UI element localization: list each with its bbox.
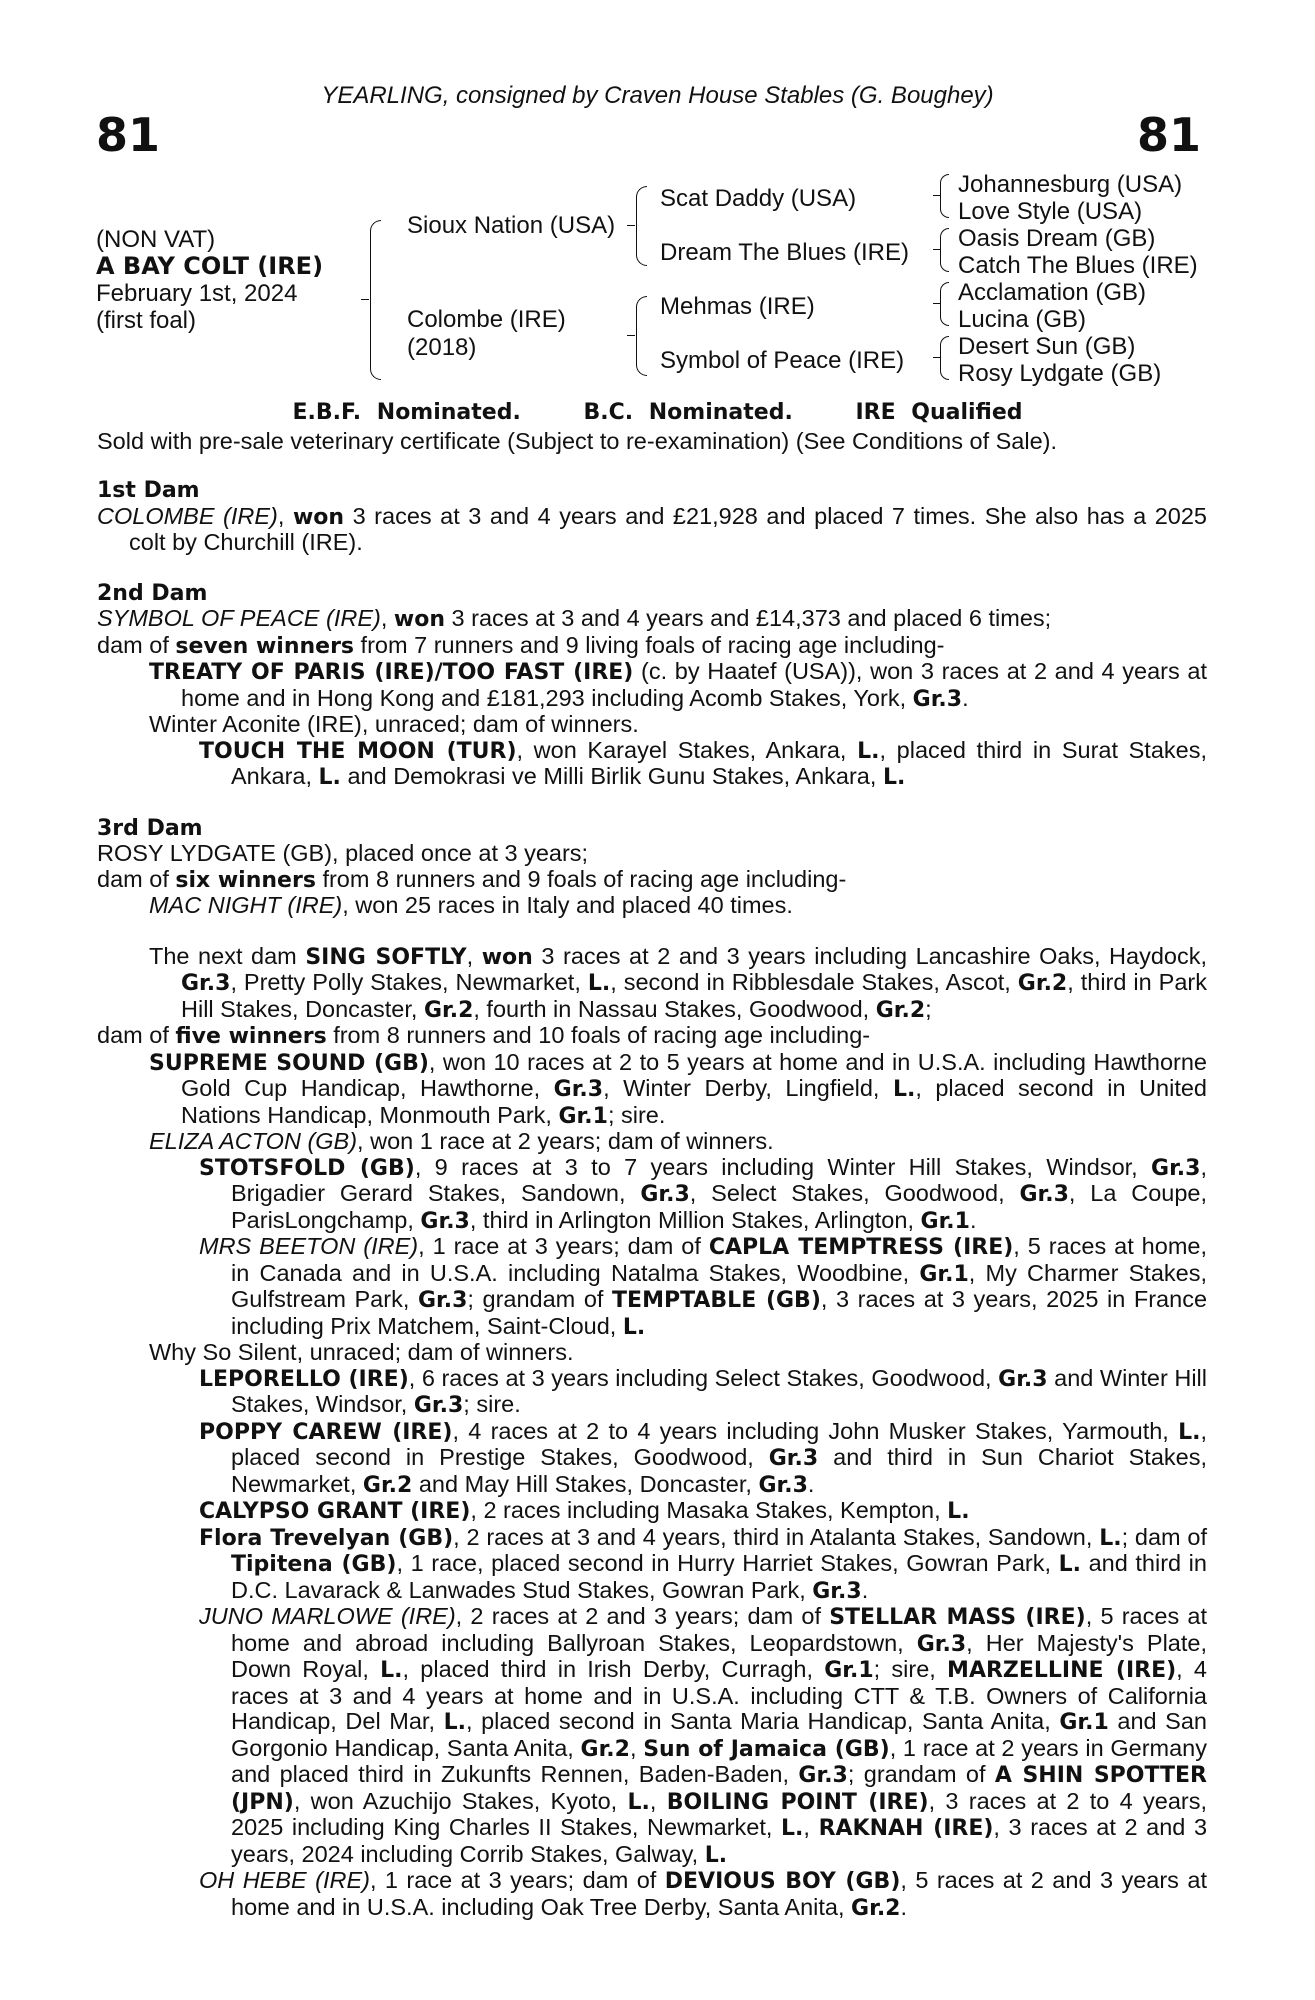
produce-text: , placed third in Irish Derby, Curragh, xyxy=(402,1656,825,1682)
produce-touch-the-moon xyxy=(97,738,1207,791)
bc-nomination: B.C. Nominated. xyxy=(583,400,793,425)
pedigree-g3: Oasis Dream (GB) xyxy=(958,225,1156,252)
next-dam-winners: five winners xyxy=(175,1024,327,1049)
dam-of-rest: from 8 runners and 9 foals of racing age including- xyxy=(315,865,847,892)
pedigree-g5: Acclamation (GB) xyxy=(958,279,1147,306)
produce-text: , 2 races at 3 and 4 years, third in Atalanta Stakes, Sandown, xyxy=(453,1523,1100,1550)
produce-leporello xyxy=(97,1366,1207,1419)
produce-why-so-silent: Why So Silent, unraced; dam of winners. xyxy=(149,1339,574,1365)
third-dam-record: ROSY LYDGATE (GB), placed once at 3 years; xyxy=(97,840,589,866)
first-dam-won: won xyxy=(292,504,345,530)
produce-mrs-beeton xyxy=(97,1234,1207,1340)
produce-eliza-acton xyxy=(97,1129,1207,1155)
third-dam-winners: six winners xyxy=(175,867,316,893)
ebf-nomination: E.B.F. Nominated. xyxy=(292,400,521,425)
produce-text: ; sire. xyxy=(463,1391,521,1417)
catalogue-body xyxy=(97,478,1207,1921)
produce-text: , placed second in United Nations Handicap, Monmouth Park, xyxy=(181,1075,1207,1128)
grade-label: Gr.1 xyxy=(920,1208,970,1234)
grade-label: L. xyxy=(1099,1525,1122,1551)
produce-text: , 2 races including Masaka Stakes, Kempton, xyxy=(470,1497,948,1523)
dam-of-text: dam of xyxy=(97,865,176,892)
produce-juno-marlowe xyxy=(97,1604,1207,1868)
produce-text: , La Coupe, ParisLongchamp, xyxy=(231,1180,1208,1233)
produce-text: , 1 race, placed second in Hurry Harriet Stakes, Gowran Park, xyxy=(396,1550,1059,1576)
produce-text: . xyxy=(969,1206,977,1233)
horse-leporello: LEPORELLO (IRE) xyxy=(199,1366,409,1392)
grade-label: Gr.3 xyxy=(812,1578,862,1604)
pedigree-brace-g4 xyxy=(940,336,949,380)
produce-text: , won 1 race at 2 years; dam of winners. xyxy=(357,1128,774,1154)
produce-treaty-of-paris xyxy=(97,659,1207,712)
horse-mac-night: MAC NIGHT (IRE) xyxy=(149,892,343,918)
grade-label: Gr.3 xyxy=(1151,1155,1201,1181)
second-dam-won: won xyxy=(393,607,445,632)
produce-stotsfold xyxy=(97,1155,1207,1235)
grade-label: Gr.2 xyxy=(851,1895,901,1921)
produce-text: and third in Sun Chariot Stakes, Newmarket, xyxy=(231,1444,1207,1497)
produce-text: ; sire. xyxy=(607,1101,666,1128)
first-dam-heading: 1st Dam xyxy=(97,478,200,503)
horse-touch-the-moon: TOUCH THE MOON (TUR) xyxy=(199,738,517,764)
produce-text: , 4 races at 2 to 4 years including John Musker Stakes, Yarmouth, xyxy=(452,1417,1179,1444)
produce-flora-trevelyan xyxy=(97,1525,1207,1605)
pedigree-brace-g2 xyxy=(940,228,949,272)
grade-label: Gr.2 xyxy=(875,997,926,1023)
horse-juno-marlowe: JUNO MARLOWE (IRE) xyxy=(199,1603,456,1629)
lot-number-left: 81 xyxy=(96,108,161,162)
produce-text: , second in Ribblesdale Stakes, Ascot, xyxy=(610,969,1018,995)
horse-calypso-grant: CALYPSO GRANT (IRE) xyxy=(199,1499,471,1524)
produce-text: , xyxy=(803,1814,819,1840)
foaling-date: February 1st, 2024 xyxy=(96,280,298,307)
produce-text: , 2 races at 2 and 3 years; dam of xyxy=(455,1603,830,1629)
grade-label: Gr.1 xyxy=(824,1658,874,1683)
pedigree-dam-dam: Symbol of Peace (IRE) xyxy=(660,347,905,374)
ire-qualified: IRE Qualified xyxy=(855,400,1023,425)
pedigree-brace-g3 xyxy=(940,282,949,326)
next-dam-intro: The next dam xyxy=(149,942,306,969)
grade-label: L. xyxy=(781,1816,804,1841)
grade-label: Gr.3 xyxy=(912,686,963,712)
produce-text: , Her Majesty's Plate, Down Royal, xyxy=(231,1629,1207,1682)
produce-text: , 5 races at 2 and 3 years at home and in U.S.A. including Oak Tree Derby, Santa Anita, xyxy=(231,1867,1207,1920)
horse-raknah: RAKNAH (IRE) xyxy=(818,1816,994,1841)
grade-label: Gr.2 xyxy=(362,1472,413,1498)
grade-label: L. xyxy=(892,1077,916,1102)
produce-poppy-carew xyxy=(97,1419,1207,1499)
pedigree-brace-dam xyxy=(636,296,647,376)
horse-a-shin-spotter: A SHIN SPOTTER (JPN) xyxy=(231,1763,1207,1815)
produce-text: , third in Park Hill Stakes, Doncaster, xyxy=(181,969,1207,1022)
grade-label: Gr.1 xyxy=(919,1261,969,1287)
second-dam-produce xyxy=(97,633,1207,660)
next-dam-won: won xyxy=(481,944,533,970)
second-dam-text: 3 races at 3 and 4 years and £14,373 and placed 6 times; xyxy=(445,605,1052,631)
pedigree-sire-dam: Dream The Blues (IRE) xyxy=(660,239,909,266)
produce-text: (c. by Haatef (USA)), won 3 races at 2 and 4 years at home and in Hong Kong and £181,293 including Acomb Stakes, York, xyxy=(181,658,1207,711)
dam-of-text: dam of xyxy=(97,1022,176,1048)
next-dam-produce xyxy=(97,1023,1207,1050)
pedigree-brace-main xyxy=(370,220,381,380)
horse-stotsfold: STOTSFOLD (GB) xyxy=(199,1155,415,1181)
produce-text: , placed second in Santa Maria Handicap, Santa Anita, xyxy=(465,1708,1060,1734)
produce-mac-night xyxy=(97,893,1207,919)
grade-label: L. xyxy=(1058,1552,1081,1577)
produce-text: ; grandam of xyxy=(467,1286,613,1312)
horse-poppy-carew: POPPY CAREW (IRE) xyxy=(199,1419,453,1445)
horse-mrs-beeton: MRS BEETON (IRE) xyxy=(199,1233,419,1259)
vat-status: (NON VAT) xyxy=(96,226,216,253)
produce-text: , My Charmer Stakes, Gulfstream Park, xyxy=(231,1259,1207,1312)
pedigree-sire-sire: Scat Daddy (USA) xyxy=(660,185,857,212)
grade-label: Gr.1 xyxy=(1059,1710,1109,1735)
grade-label: Gr.3 xyxy=(553,1077,604,1102)
second-dam-heading: 2nd Dam xyxy=(97,580,208,606)
produce-text: , won Azuchijo Stakes, Kyoto, xyxy=(293,1787,628,1814)
horse-supreme-sound: SUPREME SOUND (GB) xyxy=(149,1050,429,1076)
produce-text: , won 10 races at 2 to 5 years at home and in U.S.A. including Hawthorne Gold Cup Handicap, Hawthorne, xyxy=(181,1048,1207,1101)
next-dam-record: The next dam SING SOFTLY, won 3 races at 2 and 3 years including Lancashire Oaks, Haydock, Gr.3, Pretty Polly Stakes, Newmarket, L., second in Ribblesdale Stakes, Ascot, Gr.2, third in Park Hill Stakes, Doncaster, Gr.2, fourth in Nassau Stakes, Goodwood, Gr.2; xyxy=(149,942,1207,1023)
grade-label: L. xyxy=(947,1499,970,1524)
pedigree-g7: Desert Sun (GB) xyxy=(958,333,1136,360)
grade-label: L. xyxy=(627,1789,650,1815)
produce-text: , 5 races at home, in Canada and in U.S.A. including Natalma Stakes, Woodbine, xyxy=(231,1233,1207,1286)
grade-label: L. xyxy=(622,1314,646,1340)
horse-temptable: TEMPTABLE (GB) xyxy=(612,1288,821,1313)
produce-calypso-grant xyxy=(97,1498,1207,1525)
produce-text: . xyxy=(900,1893,908,1920)
horse-flora-trevelyan: Flora Trevelyan (GB) xyxy=(199,1525,454,1551)
produce-text: . xyxy=(861,1576,869,1603)
grade-label: Gr.3 xyxy=(1019,1182,1069,1207)
horse-tipitena: Tipitena (GB) xyxy=(231,1552,397,1577)
produce-text: , 1 race at 3 years; dam of xyxy=(418,1233,709,1259)
produce-text: and San Gorgonio Handicap, Santa Anita, xyxy=(231,1708,1207,1761)
horse-marzelline: MARZELLINE (IRE) xyxy=(947,1658,1177,1683)
dam-of-rest: from 7 runners and 9 living foals of racing age including- xyxy=(354,631,945,658)
produce-text: , Pretty Polly Stakes, Newmarket, xyxy=(230,969,588,995)
produce-text: , 6 races at 3 years including Select Stakes, Goodwood, xyxy=(408,1364,999,1391)
first-dam-name: COLOMBE (IRE) xyxy=(97,502,278,529)
pedigree-g1: Johannesburg (USA) xyxy=(958,171,1183,198)
produce-text: , third in Arlington Million Stakes, Arlington, xyxy=(469,1206,921,1233)
produce-text: , placed third in Surat Stakes, Ankara, xyxy=(231,736,1207,789)
produce-text: and Demokrasi ve Milli Birlik Gunu Stakes, Ankara, xyxy=(340,763,883,789)
lot-number-right: 81 xyxy=(1136,108,1201,162)
produce-text: , 4 races at 3 and 4 years at home and in U.S.A. including CTT & T.B. Owners of California Handicap, Del Mar, xyxy=(231,1656,1207,1734)
horse-devious-boy: DEVIOUS BOY (GB) xyxy=(664,1869,901,1894)
grade-label: L. xyxy=(318,765,341,790)
dam-of-text: dam of xyxy=(97,631,176,658)
grade-label: Gr.3 xyxy=(640,1182,690,1207)
grade-label: Gr.2 xyxy=(1017,971,1068,996)
pedigree-brace-sire xyxy=(636,186,647,266)
grade-label: Gr.3 xyxy=(798,1763,848,1788)
third-dam-heading: 3rd Dam xyxy=(97,815,203,841)
produce-text: ; sire, xyxy=(873,1656,948,1682)
produce-text: ; dam of xyxy=(1121,1523,1207,1550)
produce-text: and third in D.C. Lavarack & Lanwades Stud Stakes, Gowran Park, xyxy=(231,1550,1207,1603)
produce-text: and Winter Hill Stakes, Windsor, xyxy=(231,1364,1207,1417)
pedigree-brace-g1 xyxy=(940,174,949,218)
pedigree-g2: Love Style (USA) xyxy=(958,198,1143,225)
grade-label: L. xyxy=(380,1658,403,1683)
produce-text: ; xyxy=(925,995,932,1022)
horse-sun-of-jamaica: Sun of Jamaica (GB) xyxy=(643,1736,890,1762)
pedigree-brace-g2-tip xyxy=(933,249,941,250)
horse-sing-softly: SING SOFTLY xyxy=(305,944,467,970)
pedigree-brace-sire-tip xyxy=(627,225,635,226)
produce-text: , 1 race at 2 years in Germany and placed third in Zukunfts Rennen, Baden-Baden, xyxy=(231,1734,1207,1787)
consignment-line: YEARLING, consigned by Craven House Stables (G. Boughey) xyxy=(321,82,994,109)
produce-text: , 3 races at 2 to 4 years, 2025 including King Charles II Stakes, Newmarket, xyxy=(231,1787,1207,1840)
produce-text: , Winter Derby, Lingfield, xyxy=(603,1075,893,1101)
produce-supreme-sound xyxy=(97,1050,1207,1130)
produce-text: , 1 race at 3 years; dam of xyxy=(369,1867,665,1893)
produce-text: , Select Stakes, Goodwood, xyxy=(689,1180,1020,1206)
grade-label: L. xyxy=(857,738,880,764)
first-dam-record: COLOMBE (IRE), won 3 races at 3 and 4 years and £21,928 and placed 7 times. She also has a 2025 colt by Churchill (IRE). xyxy=(97,502,1207,555)
second-dam-winners: seven winners xyxy=(175,633,355,659)
produce-text: , 3 races at 3 years, 2025 in France including Prix Matchem, Saint-Cloud, xyxy=(231,1286,1208,1339)
horse-name: A BAY COLT (IRE) xyxy=(96,252,324,280)
pedigree-sire: Sioux Nation (USA) xyxy=(407,212,616,239)
first-dam-text: 3 races at 3 and 4 years and £21,928 and placed 7 times. She also has a 2025 colt by Churchill (IRE). xyxy=(129,502,1207,555)
nominations-line xyxy=(0,400,1315,425)
produce-text: , 5 races at home and abroad including Ballyroan Stakes, Leopardstown, xyxy=(231,1603,1208,1656)
second-dam-record: SYMBOL OF PEACE (IRE), won 3 races at 3 and 4 years and £14,373 and placed 6 times; xyxy=(97,605,1052,632)
produce-text: , Brigadier Gerard Stakes, Sandown, xyxy=(231,1153,1207,1206)
produce-oh-hebe xyxy=(97,1868,1207,1921)
grade-label: Gr.3 xyxy=(417,1288,468,1313)
dam-of-rest: from 8 runners and 10 foals of racing age including- xyxy=(326,1022,871,1048)
vet-certificate-note: Sold with pre-sale veterinary certificate (Subject to re-examination) (See Conditions of Sale). xyxy=(97,428,1058,454)
pedigree-brace-dam-tip xyxy=(627,335,635,336)
produce-text: , xyxy=(649,1787,667,1814)
horse-eliza-acton: ELIZA ACTON (GB) xyxy=(149,1128,358,1154)
grade-label: L. xyxy=(587,971,611,996)
horse-capla-temptress: CAPLA TEMPTRESS (IRE) xyxy=(708,1235,1014,1260)
produce-text: and May Hill Stakes, Doncaster, xyxy=(412,1470,759,1497)
grade-label: Gr.3 xyxy=(758,1472,808,1498)
produce-text: , xyxy=(629,1734,644,1761)
grade-label: Gr.3 xyxy=(998,1366,1048,1392)
grade-label: L. xyxy=(882,765,906,790)
grade-label: L. xyxy=(443,1710,466,1735)
pedigree-brace-g4-tip xyxy=(933,357,941,358)
produce-text: , placed second in Prestige Stakes, Goodwood, xyxy=(231,1417,1208,1470)
pedigree-g4: Catch The Blues (IRE) xyxy=(958,252,1198,279)
third-dam-produce xyxy=(97,867,1207,894)
produce-text: , fourth in Nassau Stakes, Goodwood, xyxy=(473,995,876,1022)
grade-label: Gr.3 xyxy=(181,971,231,996)
pedigree-dam: Colombe (IRE) xyxy=(407,306,566,333)
grade-label: Gr.3 xyxy=(768,1446,819,1471)
pedigree-brace-g1-tip xyxy=(933,195,941,196)
produce-text: 3 races at 2 and 3 years including Lancashire Oaks, Haydock, xyxy=(532,942,1207,969)
grade-label: Gr.1 xyxy=(558,1103,608,1129)
produce-text: ; grandam of xyxy=(847,1761,995,1787)
grade-label: Gr.3 xyxy=(413,1393,464,1418)
horse-treaty-of-paris: TREATY OF PARIS (IRE)/TOO FAST (IRE) xyxy=(149,660,634,685)
horse-oh-hebe: OH HEBE (IRE) xyxy=(199,1867,370,1893)
horse-stellar-mass: STELLAR MASS (IRE) xyxy=(829,1605,1086,1630)
produce-text: , won Karayel Stakes, Ankara, xyxy=(516,736,858,763)
produce-text: , won 25 races in Italy and placed 40 times. xyxy=(342,892,793,918)
pedigree-dam-sire: Mehmas (IRE) xyxy=(660,293,815,320)
grade-label: Gr.3 xyxy=(420,1208,470,1234)
produce-text: . xyxy=(962,684,969,711)
produce-text: , 9 races at 3 to 7 years including Winter Hill Stakes, Windsor, xyxy=(414,1153,1152,1180)
pedigree-dam-year: (2018) xyxy=(407,334,477,361)
grade-label: Gr.3 xyxy=(916,1631,967,1657)
second-dam-name: SYMBOL OF PEACE (IRE) xyxy=(97,605,381,631)
produce-text: . xyxy=(807,1470,815,1497)
horse-boiling-point: BOILING POINT (IRE) xyxy=(666,1789,929,1815)
pedigree-g6: Lucina (GB) xyxy=(958,306,1087,333)
produce-winter-aconite: Winter Aconite (IRE), unraced; dam of winners. xyxy=(149,711,639,737)
produce-text: , 3 races at 2 and 3 years, 2024 including Corrib Stakes, Galway, xyxy=(231,1814,1208,1867)
grade-label: Gr.2 xyxy=(423,997,474,1023)
pedigree-brace-g3-tip xyxy=(933,303,941,304)
pedigree-g8: Rosy Lydgate (GB) xyxy=(958,360,1162,387)
grade-label: L. xyxy=(704,1842,728,1868)
grade-label: L. xyxy=(1178,1419,1201,1445)
pedigree-brace-main-tip xyxy=(361,299,369,300)
grade-label: Gr.2 xyxy=(580,1736,630,1762)
foal-note: (first foal) xyxy=(96,307,197,334)
